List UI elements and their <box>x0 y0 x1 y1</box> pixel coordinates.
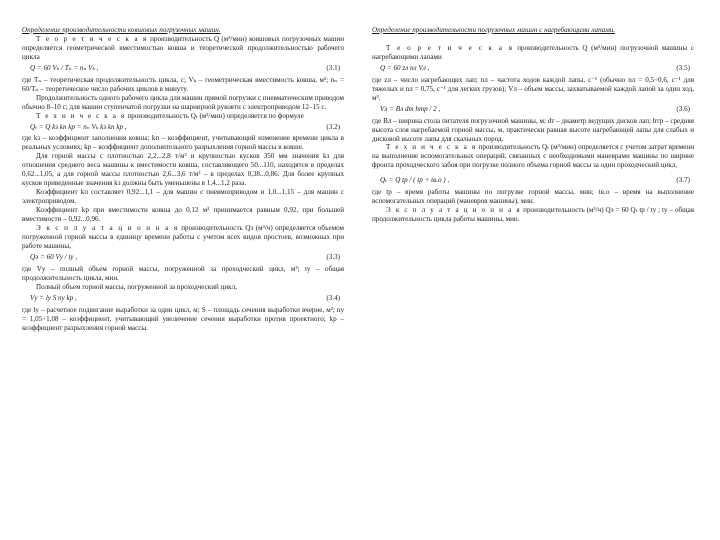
right-operational-lead: Э к с п л у а т а ц и о н н а я <box>386 206 522 215</box>
formula-3-4 <box>22 294 344 303</box>
formula-3-6-body: Vл = Bл dт hтр / 2 , <box>380 104 441 113</box>
formula-3-1 <box>22 64 344 73</box>
right-technical-lead: Т е х н и ч е с к а я <box>386 143 477 152</box>
formula-3-3 <box>22 253 344 262</box>
formula-3-3-body: Qэ = 60 Vу / tу , <box>30 252 78 261</box>
formula-3-6 <box>372 105 694 114</box>
formula-3-4-number: (3.4) <box>326 293 340 302</box>
formula-3-2-number: (3.2) <box>326 122 340 131</box>
formula-3-7-number: (3.7) <box>676 176 690 185</box>
formula-3-5-body: Q = 60 zл nл Vл , <box>380 63 430 72</box>
left-paragraph-3: Продолжительность одного рабочего цикла для машин прямой погрузки с пневматическим приводом обычно 8–10 с; для машин ступенчатой погрузки на шарнирной рукояти с электроприводом 12–15 с. <box>22 93 344 111</box>
left-paragraph-7: Коэффициент kп составляет 0,92...1,1 – для машин с пневмоприводом и 1,0...1,15 – для машин с электроприводом. <box>22 188 344 206</box>
formula-3-7-body: Qₜ = Q tр / ( tр + tв.о ) , <box>380 176 450 185</box>
left-paragraph-11: Полный объем горной массы, погруженной за проходческий цикл, <box>36 282 237 291</box>
right-paragraph-2: где zл – число нагребающих лап; nл – частота ходов каждой лапы, с⁻¹ (обычно nл = 0,5÷0,6, с⁻¹ для тяжелых и nл = 0,75, с⁻¹ для легких грузов); Vл – объем массы, захватываемой каждой лапой за один ход, м³. <box>372 75 694 102</box>
left-column <box>22 26 344 333</box>
left-paragraph-2: где Tₙ – теоретическая продолжительность цикла, с; Vₖ – геометрическая вместимость ковша, м³; nₙ = 60/Tₙ – теоретическое число рабочих циклов в минуту. <box>22 75 344 93</box>
formula-3-5 <box>372 64 694 73</box>
right-section-title: Определение производительности погрузочных машин с нагребающими лапами. <box>372 26 616 34</box>
formula-3-5-number: (3.5) <box>676 63 690 72</box>
left-operational-text: производительность Qэ (м³/ч) определяется объемом погруженной горной массы в единицу времени работы с учетом всех видов простоев, возможных при работе машины, <box>22 224 345 250</box>
right-theoretical-lead: Т е о р е т и ч е с к а я <box>386 43 514 52</box>
formula-3-3-number: (3.3) <box>326 252 340 261</box>
formula-3-2 <box>22 123 344 132</box>
left-paragraph-6: Для горной массы с плотностью 2,2...2,8 т/м³ и крупностью кусков 350 мм значения kз для отношения среднего веса машины к вместимости ковша, составляющего 50...110, находятся в пределах 0,62...1,05, а для горной массы плотностью 2,6...3,6 т/м³ – в пределах 0,38...0,86. Для более крупных кусков приведенные значения kз должны быть уменьшены в 1,4...1,2 раза. <box>22 152 344 188</box>
left-technical-lead: Т е х н и ч е с к а я <box>36 111 126 120</box>
right-theoretical-paragraph <box>372 44 694 62</box>
left-theoretical-paragraph <box>22 35 344 62</box>
left-technical-text: производительность Qₜ (м³/мин) определяется по формуле <box>125 111 304 120</box>
formula-3-7 <box>372 176 694 185</box>
formula-3-2-body: Qₜ = Q kз kп kр = nₙ Vₖ kз kп kр , <box>30 122 127 131</box>
left-theoretical-text: производительность Q (м³/мин) ковшовых погрузочных машин определяется геометрической вместимостью ковша и теоретической продолжительностью рабочего цикла <box>22 34 344 61</box>
right-technical-text: производительность Qₜ (м³/мин) определяется с учетом затрат времени на выполнение вспомогательных операций, связанных с необходимыми маневрами машины по ширине фронта проходческого забоя при погрузке полного объема горной массы за один проходческий цикл, <box>372 143 694 170</box>
left-paragraph-5: где kз – коэффициент заполнения ковша; kп – коэффициент, учитывающий изменение времени цикла в реальных условиях; kр – коэффициент дополнительного разрыхления горной массы в ковше. <box>22 134 344 152</box>
right-theoretical-text: производительность Q (м³/мин) погрузочной машины с нагребающими лапами <box>372 43 694 61</box>
left-section-title: Определение производительности ковшовых погрузочных машин. <box>22 26 221 34</box>
formula-3-4-body: Vу = lу S nу kр , <box>30 293 77 302</box>
right-paragraph-3: где Bл – ширина стола питателя погрузочной машины, м; dт – диаметр ведущих дисков лап; hтр – средняя высота слоя нагребаемой горной массы, м, практически равная высоте нагребающей лапы для слабых и дисковой высоте лапы для скальных пород. <box>372 116 694 143</box>
left-technical-paragraph <box>22 112 344 121</box>
left-paragraph-12: где lу – расчетное подвигание выработки за один цикл, м; S – площадь сечения выработки вчерне, м²; nу = 1,05÷1,08 – коэффициент, учитывающий увеличение сечения выработки против проектного; kр – коэффициент разрыхления горной массы. <box>22 305 344 332</box>
left-operational-lead: Э к с п л у а т а ц и о н н а я <box>36 224 179 233</box>
right-operational-paragraph <box>372 206 694 224</box>
left-theoretical-lead: Т е о р е т и ч е с к а я <box>36 34 148 43</box>
right-operational-text: производительность (м³/ч) Qэ = 60 Qₜ tр / tу ; tу – общая продолжительность цикла работы машины, мин. <box>372 206 694 224</box>
formula-3-1-body: Q = 60 Vₖ / Tₙ = nₙ Vₖ , <box>30 63 99 72</box>
formula-3-1-number: (3.1) <box>326 63 340 72</box>
formula-3-6-number: (3.6) <box>676 104 690 113</box>
right-paragraph-5: где tр – время работы машины по погрузке горной массы, мин; tв.о – время на выполнение вспомогательных операций (маневров машины), мин. <box>372 188 694 206</box>
left-paragraph-10: где Vу – полный объем горной массы, погруженной за проходческий цикл, м³; tу – общая продолжительность цикла, мин. <box>22 264 344 282</box>
right-technical-paragraph <box>372 143 694 170</box>
left-paragraph-8: Коэффициент kр при вместимости ковша до 0,12 м³ принимается равным 0,92, при большей вместимости – 0,92...0,96. <box>22 206 344 224</box>
left-operational-paragraph <box>22 224 344 251</box>
right-column <box>372 26 694 224</box>
